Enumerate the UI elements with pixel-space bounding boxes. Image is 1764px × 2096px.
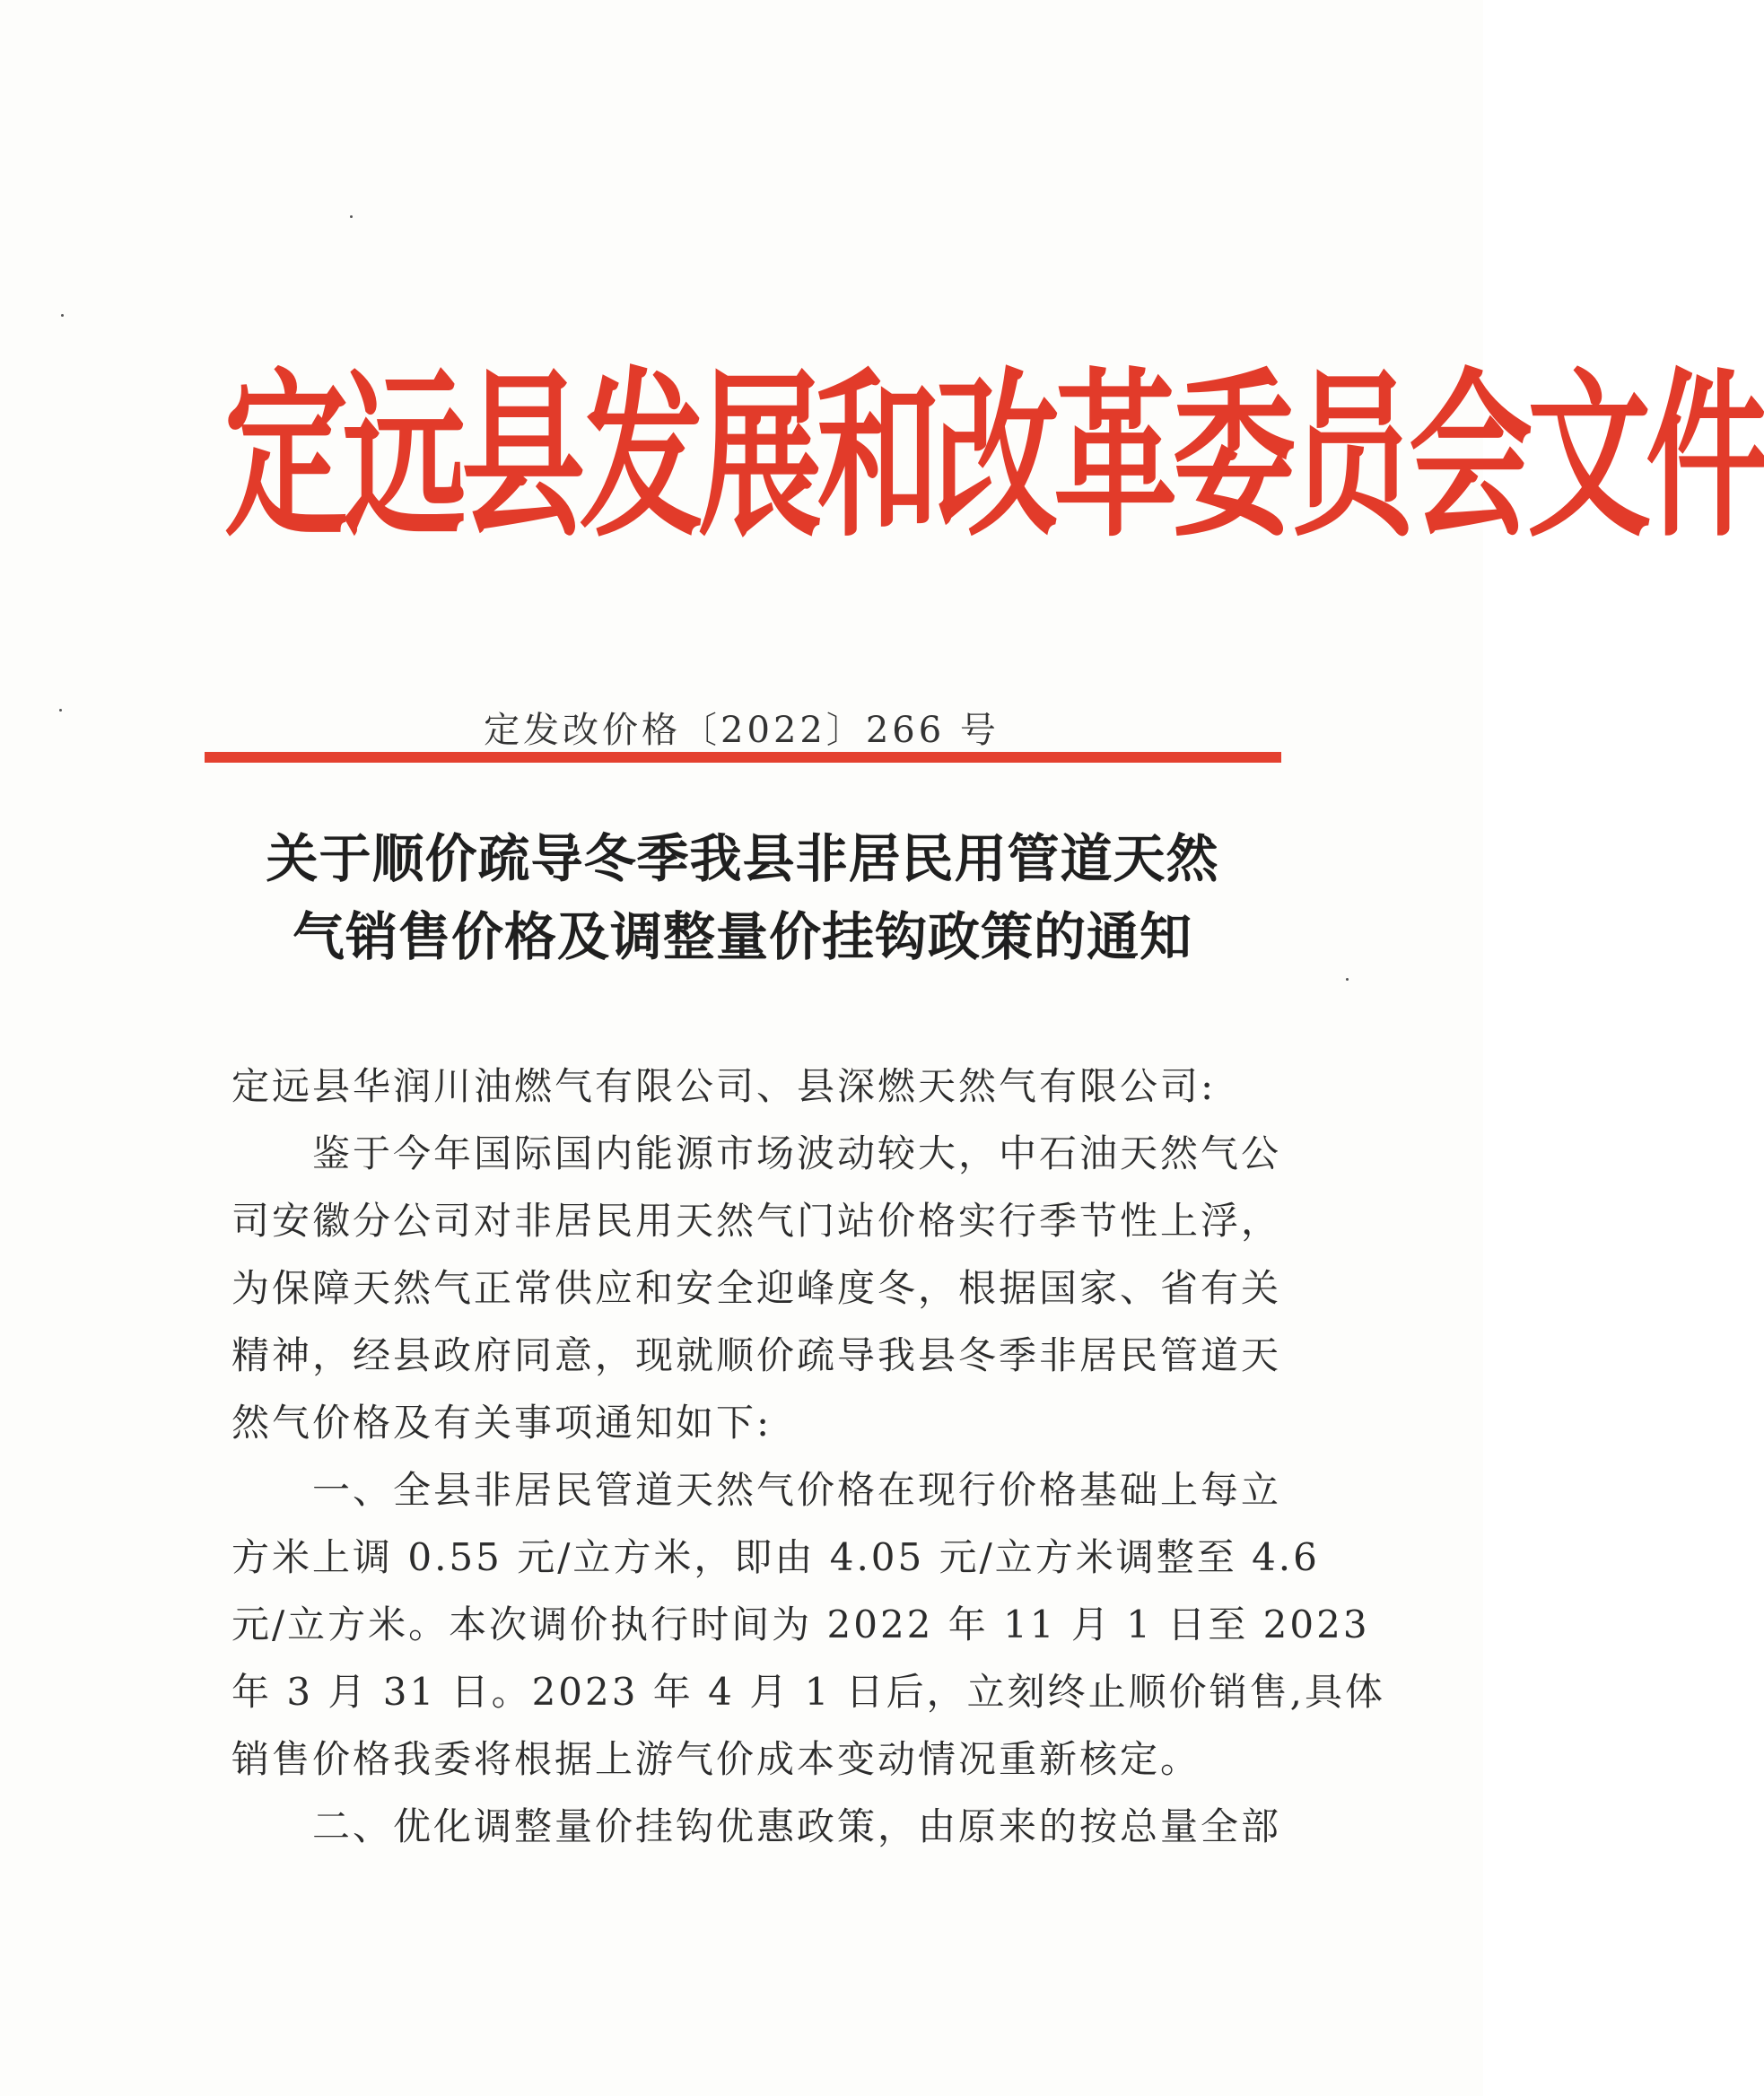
header-char: 委 xyxy=(1172,352,1291,562)
issuing-authority-header xyxy=(224,308,1764,607)
header-char: 会 xyxy=(1409,352,1528,562)
header-char: 件 xyxy=(1646,352,1764,562)
red-divider-line xyxy=(205,752,1281,763)
header-char: 定 xyxy=(224,352,344,562)
document-number: 定发改价格〔2022〕266 号 xyxy=(484,710,1000,751)
body-line: 然气价格及有关事项通知如下: xyxy=(231,1401,773,1445)
notice-title-line-1: 关于顺价疏导冬季我县非居民用管道天然 xyxy=(266,828,1219,889)
header-char: 远 xyxy=(343,352,462,562)
header-char: 和 xyxy=(817,352,936,562)
header-char: 县 xyxy=(461,352,581,562)
header-char: 员 xyxy=(1290,352,1410,562)
body-line: 销售价格我委将根据上游气价成本变动情况重新核定。 xyxy=(231,1737,1201,1781)
scan-speck xyxy=(350,215,353,218)
scan-speck xyxy=(61,314,64,317)
header-char: 革 xyxy=(1053,352,1173,562)
header-char: 展 xyxy=(698,352,817,562)
body-line: 二、优化调整量价挂钩优惠政策，由原来的按总量全部 xyxy=(231,1804,1282,1848)
scan-speck xyxy=(1346,978,1349,981)
body-line: 为保障天然气正常供应和安全迎峰度冬，根据国家、省有关 xyxy=(231,1266,1282,1310)
header-char: 改 xyxy=(935,352,1054,562)
body-line: 精神，经县政府同意，现就顺价疏导我县冬季非居民管道天 xyxy=(231,1333,1282,1377)
body-line: 司安徽分公司对非居民用天然气门站价格实行季节性上浮， xyxy=(231,1199,1282,1243)
body-line: 元/立方米。本次调价执行时间为 2022 年 11 月 1 日至 2023 xyxy=(231,1603,1370,1646)
body-line: 年 3 月 31 日。2023 年 4 月 1 日后，立刻终止顺价销售,具体 xyxy=(231,1670,1386,1714)
header-char: 文 xyxy=(1527,352,1646,562)
body-line: 方米上调 0.55 元/立方米，即由 4.05 元/立方米调整至 4.6 xyxy=(231,1535,1320,1579)
body-line: 一、全县非居民管道天然气价格在现行价格基础上每立 xyxy=(231,1468,1282,1512)
body-line: 鉴于今年国际国内能源市场波动较大，中石油天然气公 xyxy=(231,1131,1282,1175)
notice-title-line-2: 气销售价格及调整量价挂钩政策的通知 xyxy=(292,906,1192,967)
header-char: 发 xyxy=(580,352,699,562)
salutation-line: 定远县华润川油燃气有限公司、县深燃天然气有限公司: xyxy=(231,1064,1217,1108)
